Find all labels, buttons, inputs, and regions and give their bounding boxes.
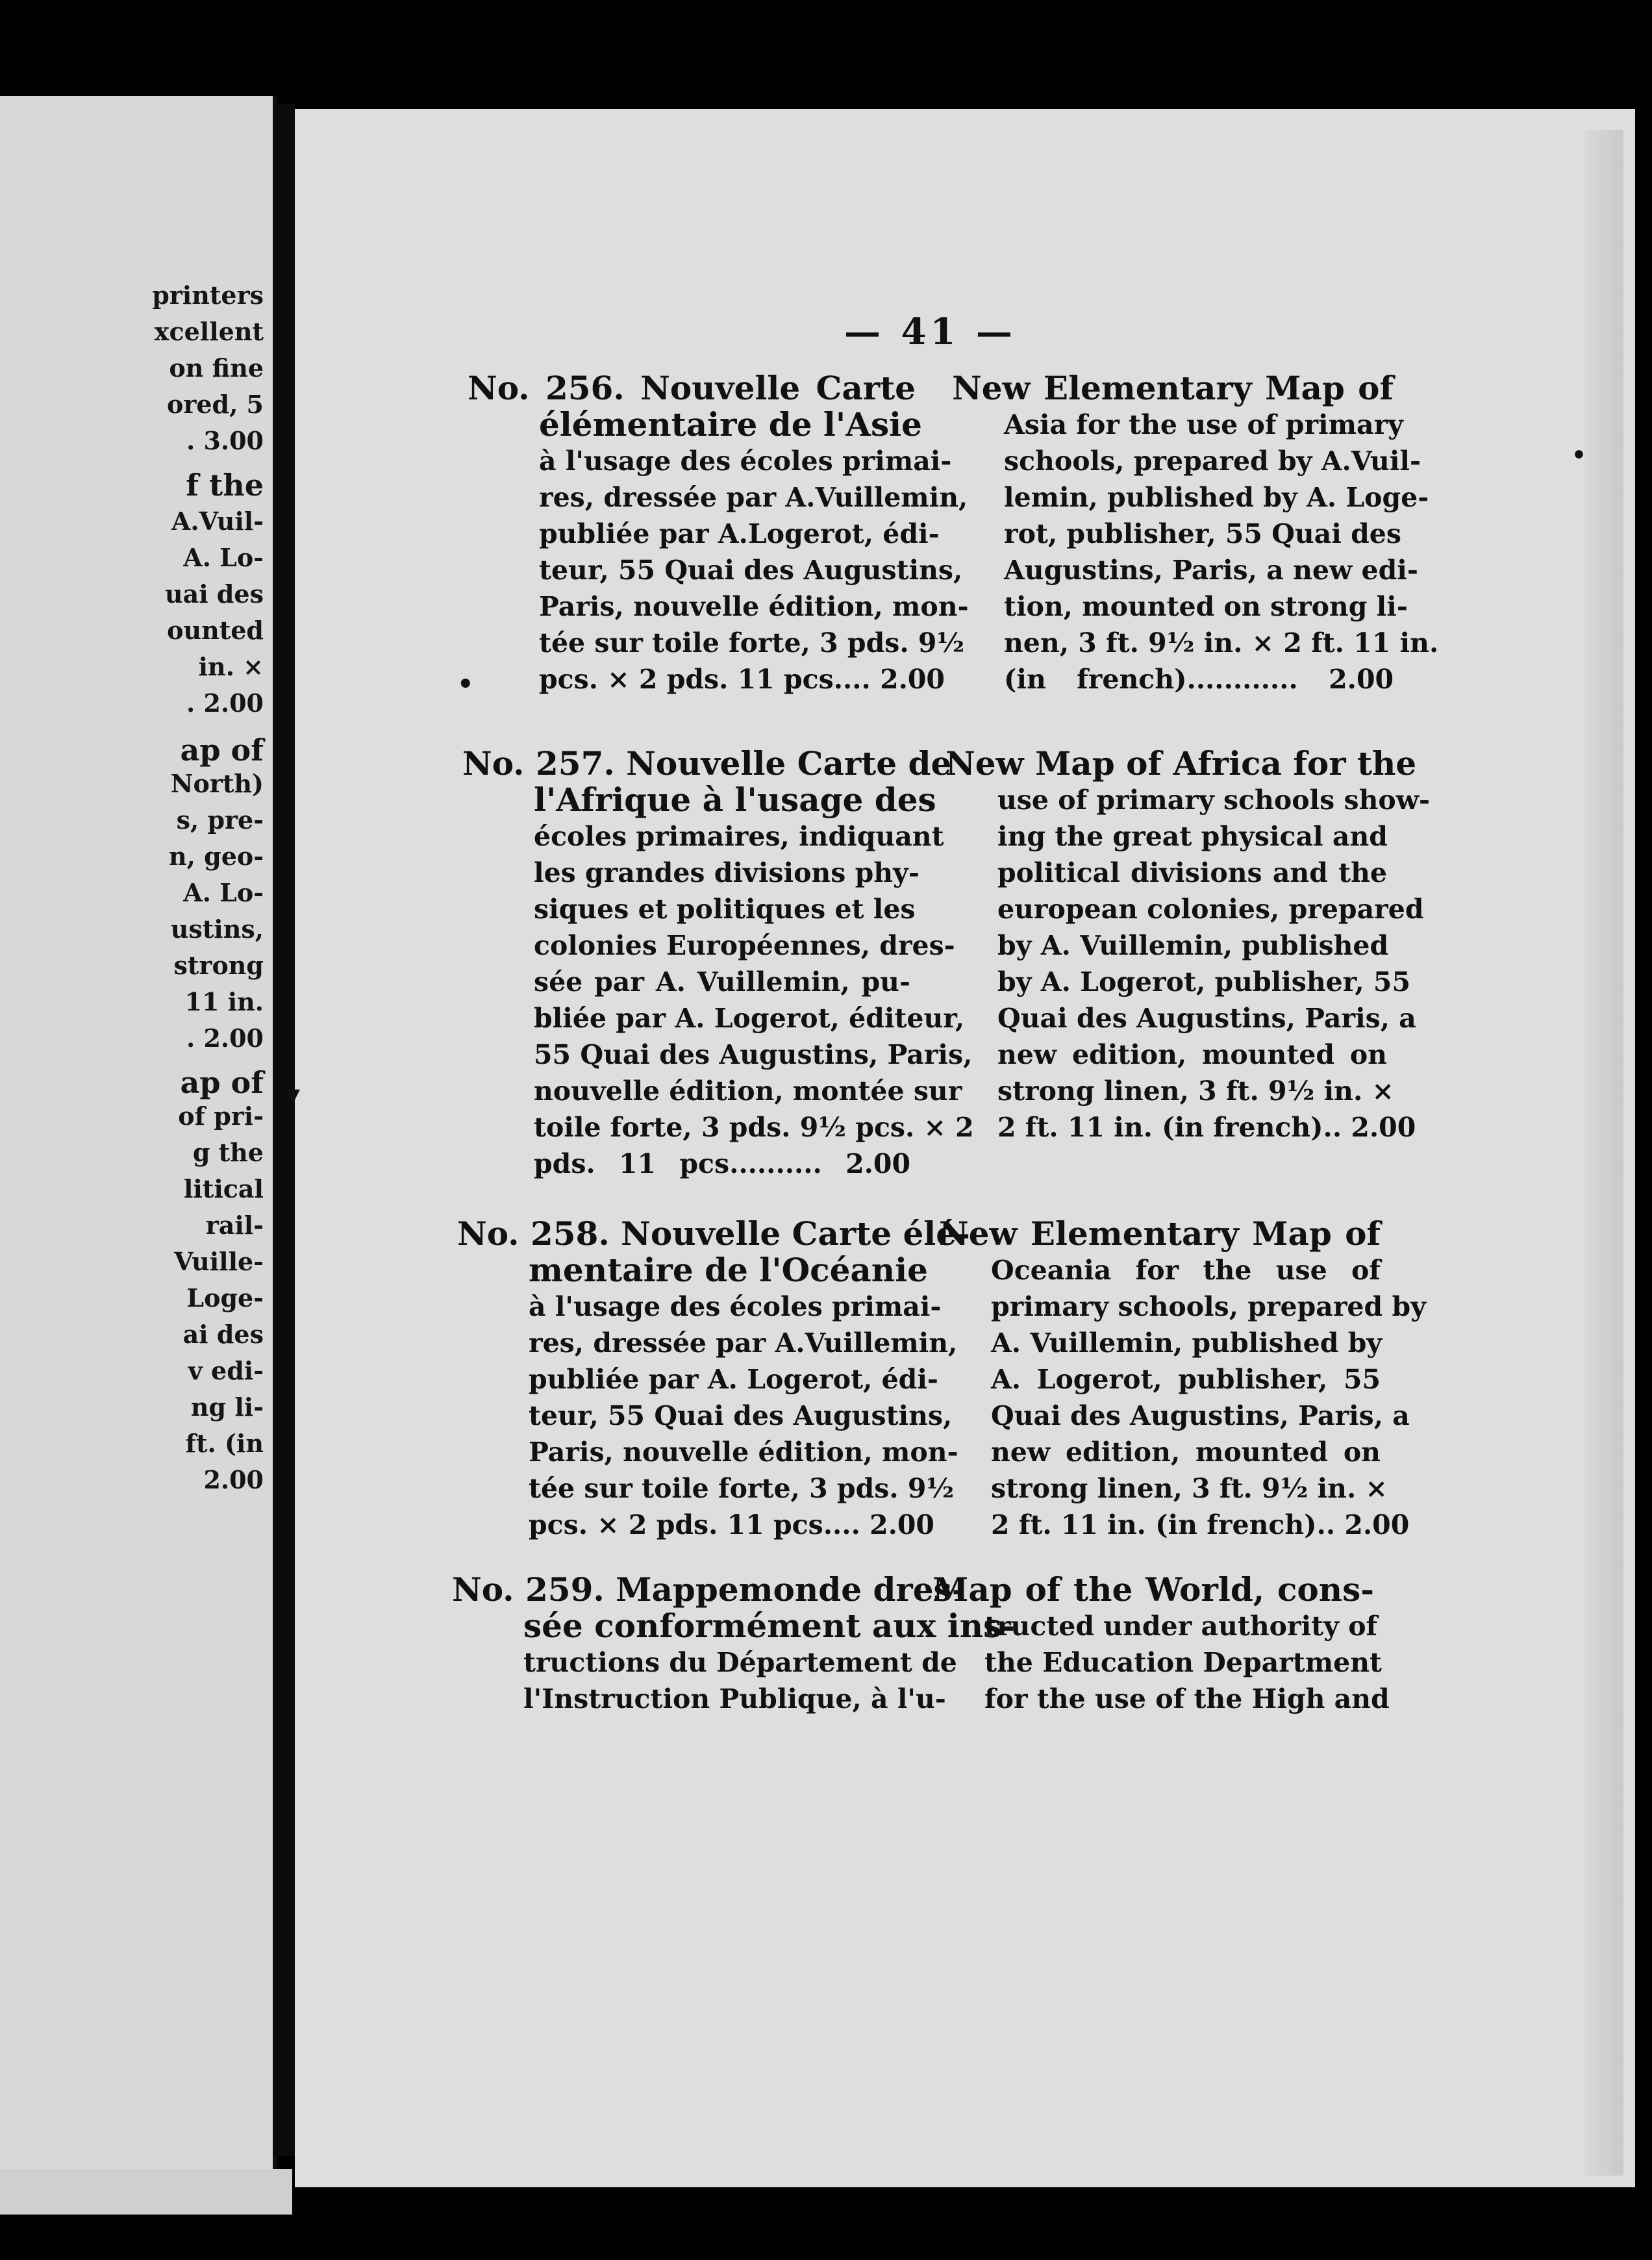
entry-259-english-line: Map of the World, cons- [932, 1570, 1374, 1609]
previous-page-line: s, pre- [176, 805, 264, 835]
entry-259-french-line: sée conformément aux ins- [523, 1607, 1016, 1645]
current-page [295, 109, 1635, 2187]
entry-258-french-line: pcs. × 2 pds. 11 pcs.... 2.00 [529, 1509, 934, 1540]
entry-256-french-line: res, dressée par A.Vuillemin, [539, 482, 968, 513]
entry-256-french-line: teur, 55 Quai des Augustins, [539, 555, 963, 586]
entry-257-french-line: écoles primaires, indiquant [534, 821, 944, 852]
previous-page-line: uai des [164, 579, 264, 609]
entry-258-english-line: New Elementary Map of [939, 1214, 1381, 1253]
entry-258-french-line: publiée par A. Logerot, édi- [529, 1364, 938, 1395]
previous-page-line: g the [192, 1138, 264, 1167]
entry-258-english-line: new edition, mounted on [991, 1437, 1381, 1468]
entry-256-english-line: tion, mounted on strong li- [1004, 591, 1408, 622]
entry-257-english-line: political divisions and the [997, 857, 1387, 888]
entry-258-french-line: tée sur toile forte, 3 pds. 9½ [529, 1473, 955, 1504]
margin-dot: • [1571, 442, 1587, 469]
previous-page-line: in. × [198, 652, 264, 681]
entry-256-english-line: schools, prepared by A.Vuil- [1004, 446, 1421, 477]
page-number: — 41 — [844, 310, 1016, 353]
page-tab [0, 2169, 292, 2215]
previous-page-line: ft. (in [185, 1429, 264, 1458]
entry-259-french-line: tructions du Département de [523, 1647, 957, 1678]
entry-256-french-line: à l'usage des écoles primai- [539, 446, 952, 477]
entry-256-english-line: nen, 3 ft. 9½ in. × 2 ft. 11 in. [1004, 627, 1439, 659]
previous-page-line: A. Lo- [183, 878, 264, 907]
previous-page-line: 2.00 [203, 1465, 264, 1494]
previous-page-line: litical [183, 1174, 264, 1203]
entry-256-english-line: Asia for the use of primary [1004, 409, 1403, 440]
binding-mark: ▾ [286, 1078, 301, 1111]
entry-257-english-line: 2 ft. 11 in. (in french).. 2.00 [997, 1112, 1416, 1143]
entry-256-english-line: lemin, published by A. Loge- [1004, 482, 1429, 513]
entry-258-french-line: res, dressée par A.Vuillemin, [529, 1327, 958, 1359]
entry-257-french-line: les grandes divisions phy- [534, 857, 920, 888]
previous-page-line: ai des [182, 1320, 264, 1349]
entry-256-english-line: New Elementary Map of [952, 369, 1394, 407]
entry-256-french-line: No. 256. Nouvelle Carte [468, 369, 916, 407]
previous-page-line: ored, 5 [166, 390, 264, 419]
entry-257-english-line: ing the great physical and [997, 821, 1388, 852]
entry-257-english-line: strong linen, 3 ft. 9½ in. × [997, 1075, 1394, 1107]
entry-258-english-line: A. Vuillemin, published by [991, 1327, 1383, 1359]
entry-257-english-line: by A. Vuillemin, published [997, 930, 1389, 961]
previous-page [0, 96, 277, 2200]
entry-257-french-line: siques et politiques et les [534, 894, 916, 925]
previous-page-line: A.Vuil- [171, 507, 264, 536]
entry-258-english-line: Oceania for the use of [991, 1255, 1381, 1286]
entry-259-english-line: for the use of the High and [984, 1683, 1390, 1714]
entry-258-french-line: à l'usage des écoles primai- [529, 1291, 942, 1322]
entry-257-english-line: european colonies, prepared [997, 894, 1424, 925]
entry-257-french-line: toile forte, 3 pds. 9½ pcs. × 2 [534, 1112, 974, 1143]
entry-257-french-line: No. 257. Nouvelle Carte de [462, 744, 952, 783]
entry-257-english-line: New Map of Africa for the [945, 744, 1417, 783]
previous-page-line: printers [152, 281, 264, 310]
previous-page-line: ap of [180, 733, 264, 768]
entry-257-french-line: 55 Quai des Augustins, Paris, [534, 1039, 973, 1070]
entry-258-english-line: strong linen, 3 ft. 9½ in. × [991, 1473, 1388, 1504]
previous-page-line: . 2.00 [186, 688, 264, 718]
previous-page-line: ounted [167, 616, 264, 645]
entry-256-french-line: élémentaire de l'Asie [539, 405, 922, 444]
entry-257-french-line: l'Afrique à l'usage des [534, 781, 936, 819]
entry-256-french-line: Paris, nouvelle édition, mon- [539, 591, 969, 622]
margin-dot: • [457, 669, 474, 699]
entry-258-english-line: Quai des Augustins, Paris, a [991, 1400, 1410, 1431]
entry-257-english-line: use of primary schools show- [997, 785, 1431, 816]
entry-258-english-line: primary schools, prepared by [991, 1291, 1426, 1322]
previous-page-line: A. Lo- [183, 543, 264, 572]
previous-page-line: ng li- [190, 1392, 264, 1422]
entry-259-french-line: No. 259. Mappemonde dres- [452, 1570, 966, 1609]
page-edge [1584, 130, 1623, 2176]
previous-page-line: ap of [180, 1065, 264, 1100]
previous-page-line: on fine [169, 353, 264, 383]
entry-257-english-line: by A. Logerot, publisher, 55 [997, 966, 1410, 998]
entry-258-french-line: teur, 55 Quai des Augustins, [529, 1400, 953, 1431]
previous-page-line: rail- [205, 1211, 264, 1240]
entry-256-french-line: publiée par A.Logerot, édi- [539, 518, 940, 549]
entry-258-english-line: 2 ft. 11 in. (in french).. 2.00 [991, 1509, 1410, 1540]
entry-258-french-line: No. 258. Nouvelle Carte élé- [457, 1214, 970, 1253]
entry-259-english-line: the Education Department [984, 1647, 1382, 1678]
previous-page-line: . 2.00 [186, 1023, 264, 1053]
entry-259-french-line: l'Instruction Publique, à l'u- [523, 1683, 946, 1714]
entry-256-french-line: tée sur toile forte, 3 pds. 9½ [539, 627, 965, 659]
entry-257-english-line: new edition, mounted on [997, 1039, 1387, 1070]
entry-256-english-line: Augustins, Paris, a new edi- [1004, 555, 1418, 586]
entry-256-english-line: (in french)............ 2.00 [1004, 664, 1394, 695]
previous-page-line: Loge- [186, 1283, 264, 1312]
previous-page-line: strong [173, 951, 264, 980]
entry-258-french-line: mentaire de l'Océanie [529, 1251, 928, 1289]
previous-page-line: n, geo- [169, 842, 264, 871]
entry-259-english-line: tructed under authority of [984, 1611, 1378, 1642]
previous-page-line: North) [170, 769, 264, 798]
entry-257-french-line: pds. 11 pcs.......... 2.00 [534, 1148, 910, 1179]
entry-257-french-line: sée par A. Vuillemin, pu- [534, 966, 910, 998]
entry-256-english-line: rot, publisher, 55 Quai des [1004, 518, 1401, 549]
previous-page-line: of pri- [178, 1101, 264, 1131]
previous-page-line: v edi- [188, 1356, 264, 1385]
previous-page-line: ustins, [170, 914, 264, 944]
entry-258-french-line: Paris, nouvelle édition, mon- [529, 1437, 958, 1468]
entry-257-english-line: Quai des Augustins, Paris, a [997, 1003, 1416, 1034]
entry-258-english-line: A. Logerot, publisher, 55 [991, 1364, 1381, 1395]
book-spine [273, 104, 295, 2156]
entry-256-french-line: pcs. × 2 pds. 11 pcs.... 2.00 [539, 664, 945, 695]
entry-257-french-line: colonies Européennes, dres- [534, 930, 955, 961]
entry-257-french-line: bliée par A. Logerot, éditeur, [534, 1003, 965, 1034]
previous-page-line: Vuille- [174, 1247, 264, 1276]
previous-page-line: xcellent [154, 317, 264, 346]
previous-page-line: f the [186, 468, 264, 503]
previous-page-line: . 3.00 [186, 426, 264, 455]
previous-page-line: 11 in. [184, 987, 264, 1016]
entry-257-french-line: nouvelle édition, montée sur [534, 1075, 962, 1107]
